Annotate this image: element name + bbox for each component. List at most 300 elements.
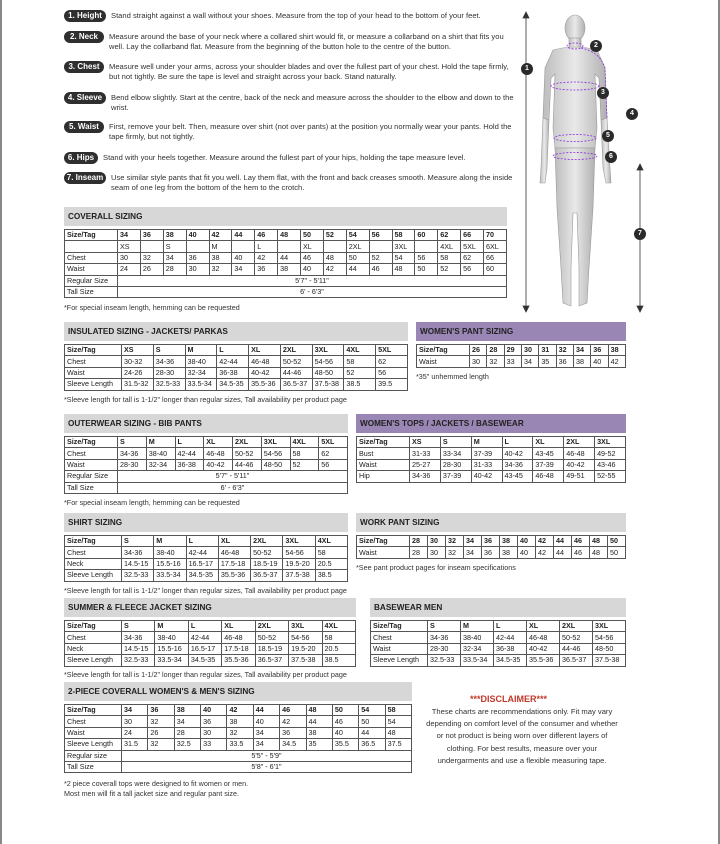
table-cell: 44-46: [560, 643, 593, 654]
table-cell: 62: [438, 230, 461, 241]
table-cell: 37.5-38: [283, 570, 315, 581]
table-cell: 48: [278, 230, 301, 241]
table-cell: 33: [201, 739, 227, 750]
table-cell: 5'7" - 5'11": [118, 275, 507, 286]
twopiece-sizing-title: 2-PIECE COVERALL WOMEN'S & MEN'S SIZING: [64, 682, 412, 701]
table-cell: 54: [392, 252, 415, 263]
table-cell: 36: [186, 252, 209, 263]
table-cell: 2XL: [560, 621, 593, 632]
table-cell: 36: [148, 705, 174, 716]
row-label: Tall Size: [65, 761, 122, 772]
table-cell: XS: [122, 345, 154, 356]
table-cell: XL: [204, 437, 233, 448]
table-cell: 46: [369, 264, 392, 275]
womens-tops-sizing-title: WOMEN'S TOPS / JACKETS / BASEWEAR: [356, 414, 626, 433]
table-cell: 56: [369, 230, 392, 241]
table-cell: 62: [376, 356, 408, 367]
table-cell: 50-52: [233, 448, 262, 459]
table-cell: 28: [163, 264, 186, 275]
instruction-text: Stand straight against a wall without your shoes. Measure from the top of your head to the bottom of your feet.: [111, 11, 481, 20]
table-cell: XL: [218, 536, 250, 547]
table-cell: L: [175, 437, 204, 448]
table-row: [371, 655, 626, 666]
row-label: Chest: [371, 632, 428, 643]
row-label: Neck: [65, 643, 122, 654]
table-cell: 48: [323, 252, 346, 263]
shirt-note: *Sleeve length for tall is 1-1/2" longer than regular sizes, Tall availability per product page: [64, 586, 347, 595]
table-cell: 48: [306, 705, 332, 716]
table-cell: 2XL: [280, 345, 312, 356]
table-cell: 28: [487, 345, 504, 356]
table-cell: 40-42: [471, 471, 502, 482]
insulated-sizing-table: [64, 344, 408, 391]
row-label: Neck: [65, 558, 122, 569]
table-row: [65, 471, 348, 482]
row-label: Size/Tag: [65, 230, 118, 241]
insulated-note: *Sleeve length for tall is 1-1/2" longer than regular sizes, Tall availability per product page: [64, 395, 347, 404]
table-cell: 36: [201, 716, 227, 727]
table-row: [65, 570, 348, 581]
marker-3: 3: [597, 87, 609, 99]
table-cell: 50: [415, 264, 438, 275]
table-cell: 48-50: [261, 459, 290, 470]
table-cell: 52: [323, 230, 346, 241]
table-cell: 36: [280, 727, 306, 738]
table-cell: 58: [392, 230, 415, 241]
table-row: [65, 643, 356, 654]
table-cell: 26: [148, 727, 174, 738]
table-cell: 34-36: [428, 632, 461, 643]
table-cell: 35.5-36: [527, 655, 560, 666]
table-cell: 28-30: [428, 643, 461, 654]
shirt-sizing-table: [64, 535, 348, 582]
table-cell: M: [154, 536, 186, 547]
table-cell: 30: [521, 345, 538, 356]
table-cell: 35.5-36: [218, 570, 250, 581]
womens-pant-sizing-section: [416, 322, 626, 368]
row-label: Size/Tag: [65, 345, 122, 356]
table-row: [65, 621, 356, 632]
table-cell: 58: [385, 705, 411, 716]
row-label: [65, 241, 118, 252]
table-cell: 36.5-37: [280, 379, 312, 390]
table-cell: 38: [306, 727, 332, 738]
table-cell: L: [255, 241, 278, 252]
table-cell: 43-45: [533, 448, 564, 459]
table-cell: 38: [227, 716, 253, 727]
row-label: Waist: [417, 356, 470, 367]
instruction-text: Stand with your heels together. Measure around the fullest part of your hips, holding the tape measure level.: [103, 153, 466, 162]
table-cell: 37-39: [440, 471, 471, 482]
table-cell: XS: [410, 437, 441, 448]
table-cell: 2XL: [255, 621, 288, 632]
table-cell: M: [185, 345, 217, 356]
table-cell: 40: [253, 716, 279, 727]
table-cell: 52-55: [595, 471, 626, 482]
table-cell: 24: [122, 727, 148, 738]
table-cell: 52: [290, 459, 319, 470]
shirt-sizing-title: SHIRT SIZING: [64, 513, 348, 532]
table-cell: 36.5: [359, 739, 385, 750]
table-cell: 17.5-18: [222, 643, 255, 654]
table-cell: M: [471, 437, 502, 448]
coverall-sizing-title: COVERALL SIZING: [64, 207, 507, 226]
table-cell: 34: [163, 252, 186, 263]
row-label: Waist: [357, 459, 410, 470]
twopiece-sizing-table: [64, 704, 412, 773]
table-cell: 25-27: [410, 459, 441, 470]
table-cell: 36.5-37: [560, 655, 593, 666]
table-cell: 54-56: [312, 356, 344, 367]
table-cell: 48: [392, 264, 415, 275]
table-cell: 35: [306, 739, 332, 750]
table-cell: 56: [319, 459, 348, 470]
table-cell: L: [502, 437, 533, 448]
table-cell: 36.5-37: [251, 570, 283, 581]
table-cell: 50-52: [280, 356, 312, 367]
table-cell: 29: [504, 345, 521, 356]
row-label: Regular Size: [65, 471, 118, 482]
table-cell: 3XL: [261, 437, 290, 448]
table-row: [65, 437, 348, 448]
table-cell: 34-36: [122, 632, 155, 643]
table-row: [65, 536, 348, 547]
table-cell: 4XL: [344, 345, 376, 356]
table-row: [65, 252, 507, 263]
row-label: Chest: [65, 716, 122, 727]
table-cell: 40: [518, 536, 536, 547]
table-cell: 34: [521, 356, 538, 367]
womens-pant-sizing-title: WOMEN'S PANT SIZING: [416, 322, 626, 341]
table-cell: 38-40: [185, 356, 217, 367]
table-cell: 28-30: [153, 367, 185, 378]
table-row: [65, 367, 408, 378]
table-cell: 34-36: [502, 459, 533, 470]
womens-pant-note: *35" unhemmed length: [416, 372, 489, 381]
table-row: [65, 241, 507, 252]
table-cell: 32.5: [174, 739, 200, 750]
table-cell: 35: [539, 356, 556, 367]
table-cell: 3XL: [595, 437, 626, 448]
row-label: Chest: [65, 448, 118, 459]
table-cell: 31.5: [122, 739, 148, 750]
table-cell: 37-39: [533, 459, 564, 470]
table-cell: 38: [500, 536, 518, 547]
table-cell: 5'8" - 6'1": [122, 761, 412, 772]
table-cell: 33.5: [227, 739, 253, 750]
row-label: Bust: [357, 448, 410, 459]
table-cell: 42: [209, 230, 232, 241]
table-cell: 58: [315, 547, 347, 558]
table-cell: 18.5-19: [251, 558, 283, 569]
womens-pant-sizing-table: [416, 344, 626, 368]
table-cell: 32: [227, 727, 253, 738]
table-cell: 38-40: [146, 448, 175, 459]
table-cell: 31: [539, 345, 556, 356]
table-cell: 32-34: [185, 367, 217, 378]
table-row: [65, 655, 356, 666]
table-cell: 18.5-19: [255, 643, 288, 654]
table-cell: 40: [232, 252, 255, 263]
table-cell: 5XL: [376, 345, 408, 356]
table-cell: L: [494, 621, 527, 632]
table-row: [65, 632, 356, 643]
table-cell: M: [461, 621, 494, 632]
row-label: Waist: [65, 727, 122, 738]
table-row: [65, 264, 507, 275]
disclaimer-title: ***DISCLAIMER***: [470, 694, 548, 704]
table-cell: 38: [174, 705, 200, 716]
table-cell: 36: [556, 356, 573, 367]
body-figure-illustration: [515, 8, 665, 313]
table-cell: 46: [255, 230, 278, 241]
table-cell: 32: [148, 716, 174, 727]
table-cell: 3XL: [289, 621, 322, 632]
row-label: Sleeve Length: [65, 570, 122, 581]
row-label: Size/Tag: [357, 437, 410, 448]
table-cell: 5'7" - 5'11": [118, 471, 348, 482]
table-cell: 46-48: [527, 632, 560, 643]
table-cell: 42: [608, 356, 625, 367]
row-label: Size/Tag: [65, 705, 122, 716]
table-cell: 40: [301, 264, 324, 275]
table-cell: 34: [118, 230, 141, 241]
table-cell: 33.5-34: [155, 655, 188, 666]
instruction-label: 6. Hips: [64, 152, 98, 164]
table-cell: L: [188, 621, 221, 632]
twopiece-note-1: *2 piece coverall tops were designed to fit women or men.: [64, 779, 249, 788]
page-edge-left: [0, 0, 2, 844]
table-cell: 6' - 6'3": [118, 286, 507, 297]
table-cell: 38-40: [461, 632, 494, 643]
summer-note: *Sleeve length for tall is 1-1/2" longer than regular sizes, Tall availability per product page: [64, 670, 347, 679]
table-cell: 32: [556, 345, 573, 356]
table-cell: 40: [186, 230, 209, 241]
table-cell: 36.5-37: [255, 655, 288, 666]
instruction-text: Bend elbow slightly. Start at the centre, back of the neck and measure across the shoulder to the elbow and down to the wrist.: [111, 93, 514, 112]
outerwear-sizing-table: [64, 436, 348, 494]
table-cell: 3XL: [283, 536, 315, 547]
summer-sizing-table: [64, 620, 356, 667]
table-cell: 38.5: [315, 570, 347, 581]
table-cell: 54-56: [593, 632, 626, 643]
table-cell: 66: [461, 230, 484, 241]
table-cell: 34.5: [280, 739, 306, 750]
table-cell: 44-46: [233, 459, 262, 470]
instruction-label: 7. Inseam: [64, 172, 106, 184]
table-cell: 38: [608, 345, 625, 356]
table-cell: 34: [174, 716, 200, 727]
table-cell: 30: [470, 356, 487, 367]
table-cell: 54: [346, 230, 369, 241]
table-cell: 38.5: [344, 379, 376, 390]
table-cell: 44: [359, 727, 385, 738]
table-cell: 38: [573, 356, 590, 367]
row-label: Chest: [65, 252, 118, 263]
summer-sizing-title: SUMMER & FLEECE JACKET SIZING: [64, 598, 356, 617]
table-row: [371, 632, 626, 643]
table-cell: [369, 241, 392, 252]
table-cell: 19.5-20: [289, 643, 322, 654]
table-cell: 54-56: [289, 632, 322, 643]
table-cell: 42-44: [175, 448, 204, 459]
table-cell: 42-44: [217, 356, 249, 367]
basewear-sizing-table: [370, 620, 626, 667]
table-cell: 34-36: [153, 356, 185, 367]
table-cell: 34-36: [118, 448, 147, 459]
table-cell: 48-50: [312, 367, 344, 378]
table-cell: S: [428, 621, 461, 632]
instruction-label: 1. Height: [64, 10, 106, 22]
instruction-label: 3. Chest: [64, 61, 104, 73]
row-label: Regular Size: [65, 275, 118, 286]
table-row: [65, 727, 412, 738]
table-cell: 34-36: [410, 471, 441, 482]
table-cell: 42: [536, 547, 554, 558]
table-cell: 4XL: [315, 536, 347, 547]
table-cell: 32: [148, 739, 174, 750]
table-cell: 31-33: [471, 459, 502, 470]
outerwear-sizing-title: OUTERWEAR SIZING - BIB PANTS: [64, 414, 348, 433]
row-label: Chest: [65, 547, 122, 558]
table-row: [65, 482, 348, 493]
table-cell: XL: [301, 241, 324, 252]
instruction-label: 4. Sleeve: [64, 92, 106, 104]
table-cell: 28-30: [440, 459, 471, 470]
row-label: Size/Tag: [357, 536, 410, 547]
table-cell: 32: [487, 356, 504, 367]
basewear-sizing-section: [370, 598, 626, 667]
table-cell: 56: [461, 264, 484, 275]
table-cell: 34.5-35: [494, 655, 527, 666]
table-cell: 44: [253, 705, 279, 716]
table-cell: 14.5-15: [122, 643, 155, 654]
basewear-sizing-title: BASEWEAR MEN: [370, 598, 626, 617]
table-cell: 26: [470, 345, 487, 356]
table-cell: 32.5-33: [153, 379, 185, 390]
table-cell: 42: [536, 536, 554, 547]
table-cell: 5XL: [461, 241, 484, 252]
table-cell: S: [163, 241, 186, 252]
table-row: [65, 750, 412, 761]
workpant-sizing-title: WORK PANT SIZING: [356, 513, 626, 532]
table-cell: 36: [482, 547, 500, 558]
table-cell: 24: [118, 264, 141, 275]
row-label: Tall Size: [65, 286, 118, 297]
table-cell: 3XL: [392, 241, 415, 252]
table-cell: 34.5-35: [217, 379, 249, 390]
table-cell: 31.5-32: [122, 379, 154, 390]
table-cell: 58: [322, 632, 355, 643]
table-row: [417, 356, 626, 367]
table-cell: 50: [608, 547, 626, 558]
table-cell: 66: [484, 252, 507, 263]
table-cell: 5XL: [319, 437, 348, 448]
table-cell: 42: [280, 716, 306, 727]
table-cell: 36: [255, 264, 278, 275]
table-cell: 35.5-36: [249, 379, 281, 390]
row-label: Sleeve Length: [65, 739, 122, 750]
table-cell: 34.5-35: [188, 655, 221, 666]
table-cell: 30: [118, 252, 141, 263]
table-cell: 58: [290, 448, 319, 459]
table-cell: 34: [464, 547, 482, 558]
row-label: Sleeve Length: [371, 655, 428, 666]
table-cell: 34.5-35: [186, 570, 218, 581]
table-cell: L: [186, 536, 218, 547]
table-row: [65, 739, 412, 750]
table-cell: 36-38: [175, 459, 204, 470]
shirt-sizing-section: [64, 513, 348, 582]
womens-tops-sizing-table: [356, 436, 626, 483]
table-row: [65, 761, 412, 772]
table-cell: 4XL: [290, 437, 319, 448]
table-cell: 20.5: [315, 558, 347, 569]
table-cell: M: [146, 437, 175, 448]
table-cell: 50-52: [255, 632, 288, 643]
table-cell: 32-34: [461, 643, 494, 654]
table-cell: S: [153, 345, 185, 356]
table-cell: M: [155, 621, 188, 632]
table-cell: 54: [385, 716, 411, 727]
table-cell: 40-42: [564, 459, 595, 470]
table-cell: 17.5-18: [218, 558, 250, 569]
marker-5: 5: [602, 130, 614, 142]
table-cell: 35.5-36: [222, 655, 255, 666]
table-cell: S: [440, 437, 471, 448]
row-label: Waist: [65, 367, 122, 378]
table-cell: 56: [415, 252, 438, 263]
table-cell: S: [118, 437, 147, 448]
instruction-text: Measure well under your arms, across your shoulder blades and over the fullest part of your chest. Hold the tape firmly, but not tightly. Be sure the tape is level and straight across your back. Stand naturally.: [109, 62, 509, 81]
table-row: [65, 379, 408, 390]
table-cell: 38: [163, 230, 186, 241]
table-cell: 44: [278, 252, 301, 263]
table-cell: 44-46: [280, 367, 312, 378]
table-cell: 48: [385, 727, 411, 738]
workpant-sizing-table: [356, 535, 626, 559]
table-cell: [415, 241, 438, 252]
table-cell: 6' - 6'3": [118, 482, 348, 493]
table-cell: 70: [484, 230, 507, 241]
table-cell: 30: [186, 264, 209, 275]
table-cell: 52: [438, 264, 461, 275]
row-label: Size/Tag: [65, 536, 122, 547]
table-cell: 39.5: [376, 379, 408, 390]
table-cell: 42: [323, 264, 346, 275]
table-cell: L: [217, 345, 249, 356]
table-cell: XL: [222, 621, 255, 632]
table-cell: 42: [227, 705, 253, 716]
table-cell: 48-50: [593, 643, 626, 654]
table-cell: 48: [590, 547, 608, 558]
table-row: [357, 448, 626, 459]
table-cell: 32.5-33: [122, 655, 155, 666]
row-label: Chest: [65, 356, 122, 367]
table-cell: 58: [438, 252, 461, 263]
disclaimer-text: These charts are recommendations only. Fit may vary depending on comfort level of the consumer and whether or not product is being worn over different layers of clothing. For best results, measure over your undergarments and use a flexible measuring tape.: [426, 707, 618, 765]
table-cell: 2XL: [564, 437, 595, 448]
table-cell: 14.5-15: [122, 558, 154, 569]
table-cell: 58: [344, 356, 376, 367]
table-cell: 24-26: [122, 367, 154, 378]
table-row: [65, 558, 348, 569]
table-row: [65, 547, 348, 558]
table-cell: 36: [482, 536, 500, 547]
table-row: [371, 621, 626, 632]
row-label: Size/Tag: [371, 621, 428, 632]
table-cell: 44: [232, 230, 255, 241]
